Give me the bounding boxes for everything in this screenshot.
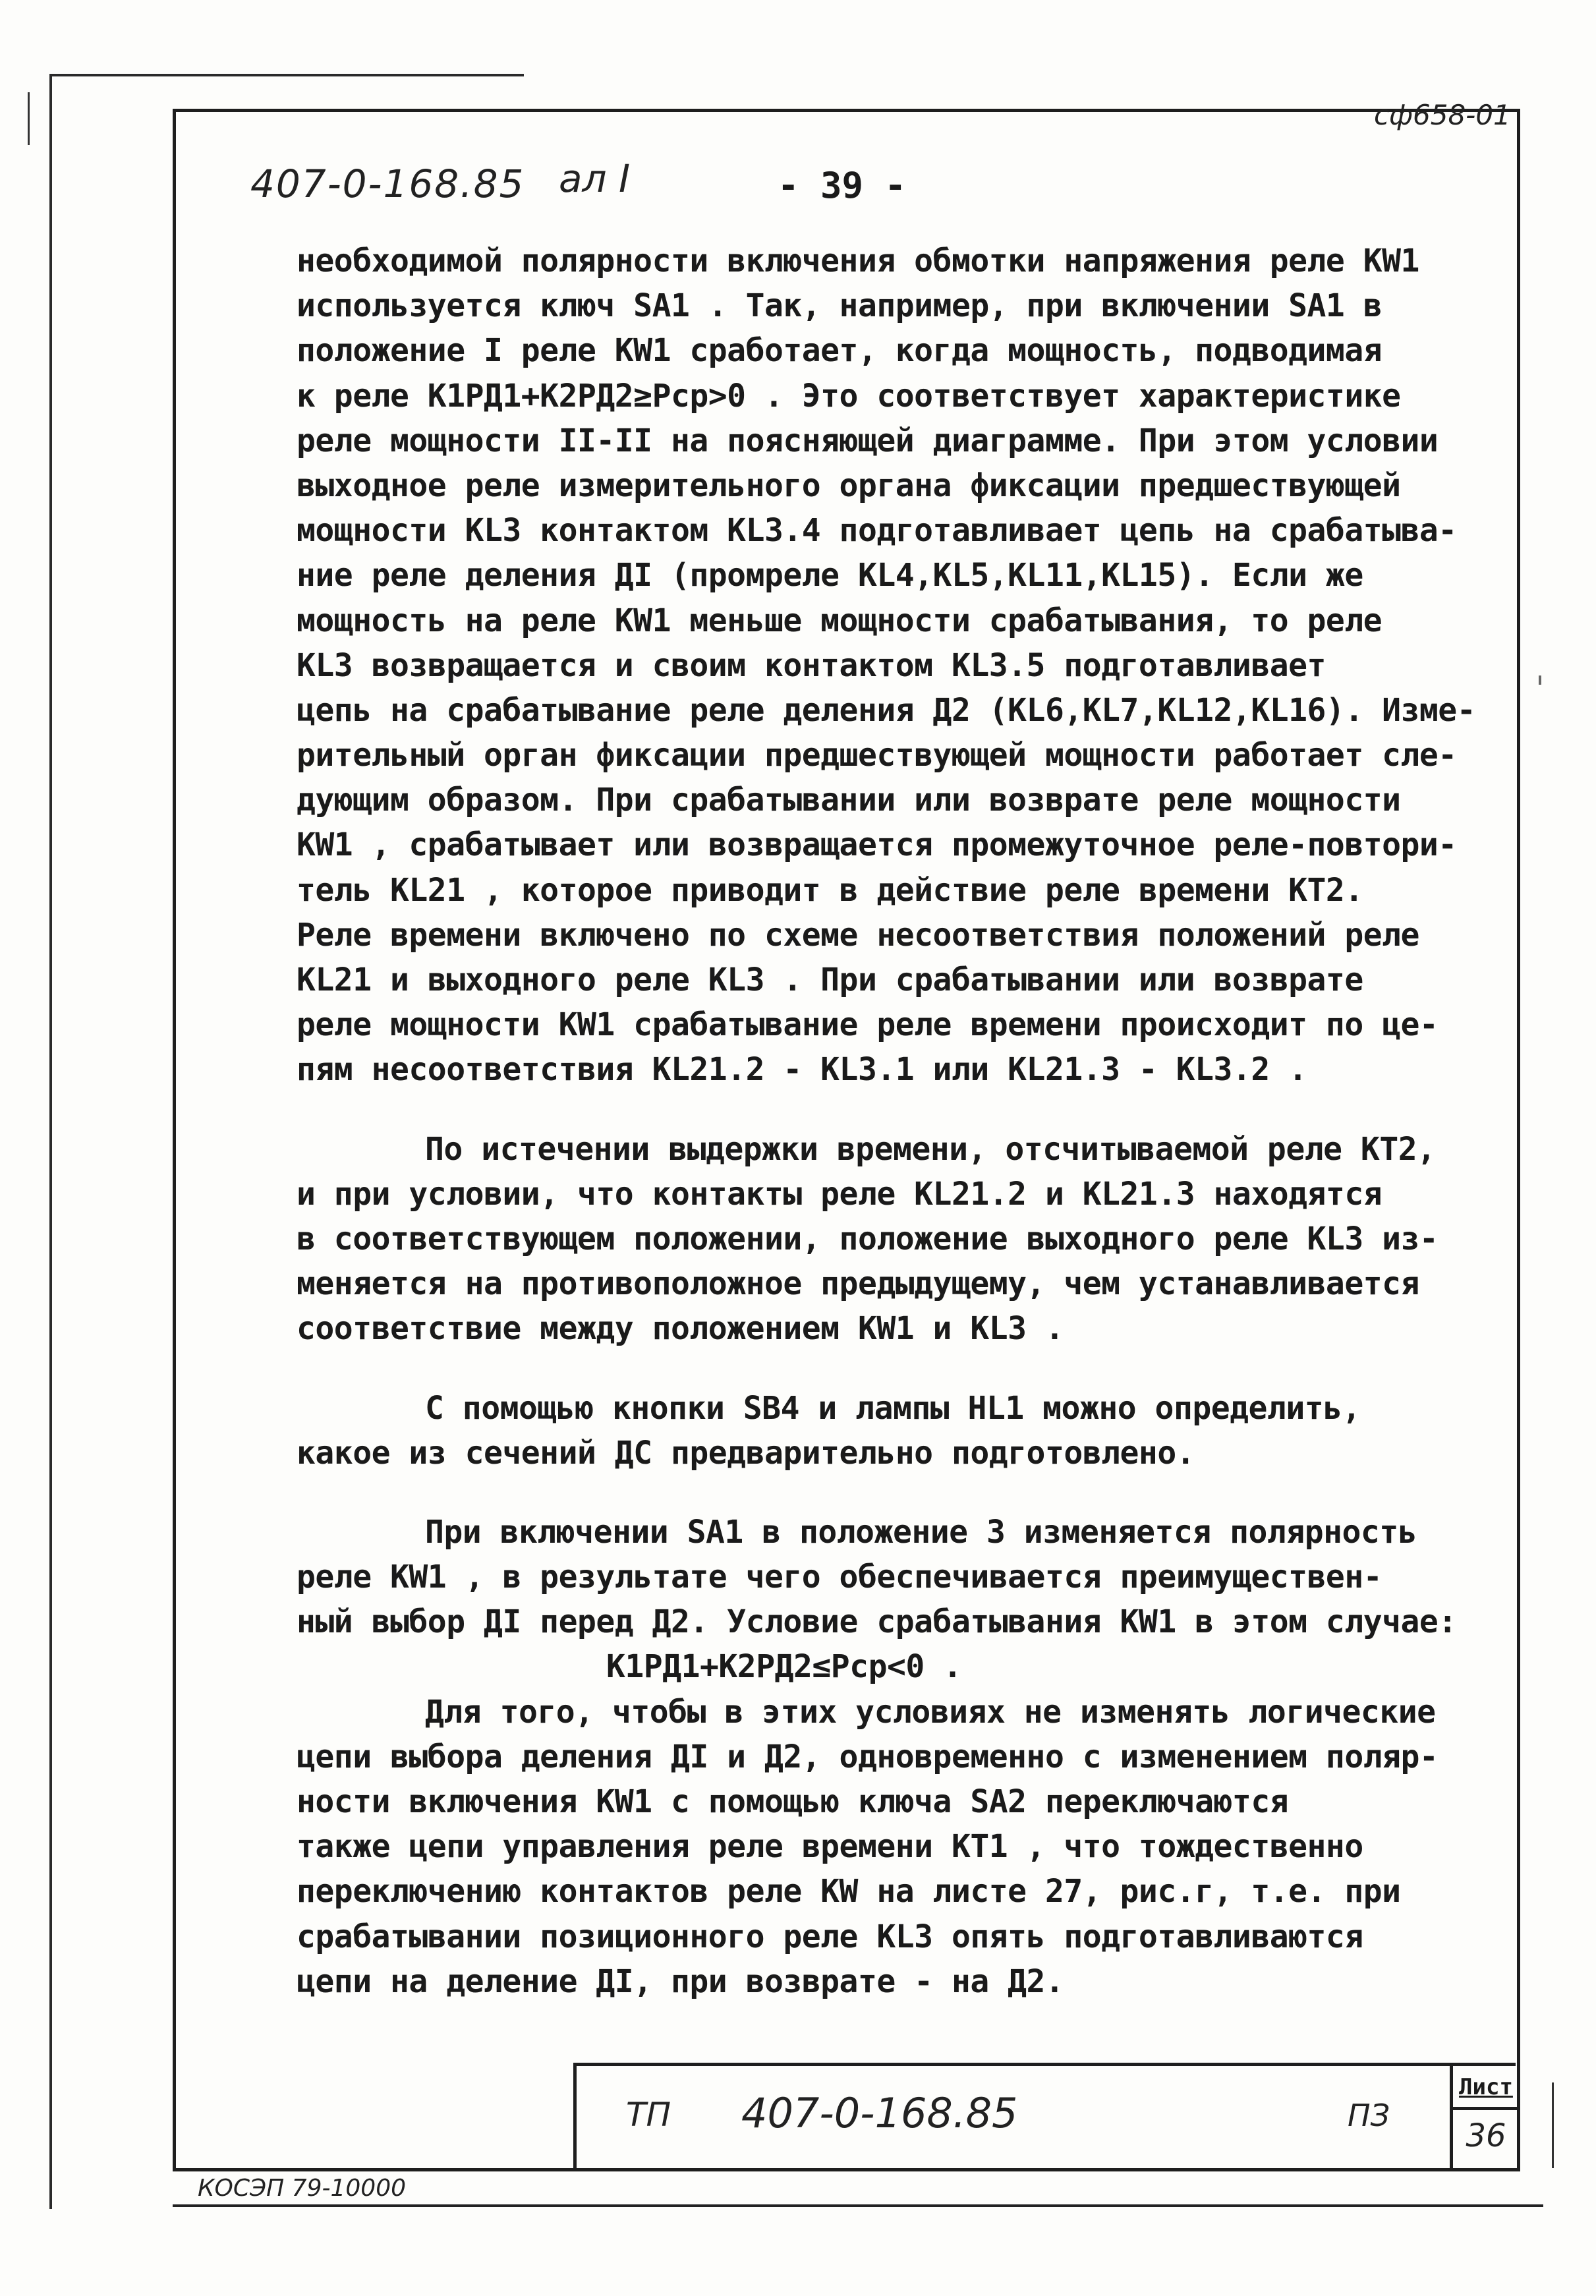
title-block-tp: ТП [626, 2096, 671, 2134]
title-block [573, 2063, 1516, 2168]
text-line: переключению контактов реле KW на листе 27, рис.г, т.е. при [297, 1873, 1401, 1910]
text-line: рительный орган фиксации предшествующей мощности работает сле- [297, 737, 1457, 774]
text-line: и при условии, что контакты реле KL21.2 и KL21.3 находятся [297, 1175, 1382, 1213]
header-album: ал I [559, 156, 631, 201]
text-line: ние реле деления ДI (промреле KL4,KL5,KL11,KL15). Если же [297, 557, 1363, 594]
header-doc-number: 407-0-168.85 [250, 161, 525, 206]
text-line: С помощью кнопки SB4 и лампы HL1 можно определить, [425, 1389, 1361, 1427]
outer-frame-left-line [49, 74, 52, 2209]
text-line: также цепи управления реле времени KT1 , что тождественно [297, 1828, 1363, 1866]
text-line: ности включения KW1 с помощью ключа SA2 переключаются [297, 1783, 1289, 1820]
text-line: необходимой полярности включения обмотки напряжения реле KW1 [297, 243, 1419, 279]
text-line: цепи выбора деления ДI и Д2, одновременно с изменением поляр- [297, 1738, 1439, 1775]
paragraph-4 [297, 1510, 1483, 2004]
text-line: KL3 возвращается и своим контактом KL3.5 подготавливает [297, 646, 1326, 684]
text-line: используется ключ SA1 . Так, например, при включении SA1 в [297, 287, 1382, 325]
right-margin-dot [1539, 675, 1541, 685]
text-line: положение I реле KW1 сработает, когда мощность, подводимая [297, 332, 1382, 370]
corner-code: сф658-01 [1374, 99, 1511, 131]
text-line: соответствие между положением KW1 и KL3 . [297, 1310, 1064, 1348]
bottom-edge-line [173, 2204, 1543, 2207]
text-line: KL21 и выходного реле KL3 . При срабатывании или возврате [297, 961, 1363, 998]
text-line: цепь на срабатывание реле деления Д2 (KL6,KL7,KL12,KL16). Изме- [297, 691, 1476, 729]
text-line: какое из сечений ДС предварительно подготовлено. [297, 1434, 1195, 1472]
text-line: меняется на противоположное предыдущему, чем устанавливается [297, 1265, 1419, 1303]
paragraph-3 [297, 1386, 1483, 1476]
text-line: пям несоответствия KL21.2 - KL3.1 или KL21.3 - KL3.2 . [297, 1051, 1307, 1089]
sheet-box [1450, 2066, 1522, 2168]
text-line: Реле времени включено по схеме несоответствия положений реле [297, 916, 1419, 954]
text-line: дующим образом. При срабатывании или возврате реле мощности [297, 782, 1401, 819]
formula-line: K1PД1+K2PД2≤Pср<0 . [606, 1648, 962, 1686]
paragraph-1 [297, 239, 1483, 1093]
left-margin-mark [28, 92, 30, 145]
text-line: срабатывании позиционного реле KL3 опять подготавливаются [297, 1918, 1363, 1955]
text-line: цепи на деление ДI, при возврате - на Д2. [297, 1963, 1064, 2000]
title-block-section: ПЗ [1348, 2098, 1390, 2133]
document-body [297, 239, 1483, 2004]
text-line: реле мощности II-II на поясняющей диаграмме. При этом условии [297, 422, 1439, 459]
sheet-label: Лист [1453, 2067, 1519, 2110]
text-line: мощность на реле KW1 меньше мощности срабатывания, то реле [297, 602, 1382, 639]
text-line: ный выбор ДI перед Д2. Условие срабатывания KW1 в этом случае: [297, 1603, 1457, 1641]
text-line: KW1 , срабатывает или возвращается промежуточное реле-повтори- [297, 826, 1457, 864]
text-line: выходное реле измерительного органа фиксации предшествующей [297, 467, 1401, 504]
text-line: По истечении выдержки времени, отсчитываемой реле KT2, [425, 1130, 1436, 1168]
text-line: При включении SA1 в положение 3 изменяется полярность [425, 1513, 1417, 1551]
footer-format-code: КОСЭП 79-10000 [198, 2175, 407, 2202]
page-number: - 39 - [778, 165, 907, 206]
text-line: мощности KL3 контактом KL3.4 подготавливает цепь на срабатыва- [297, 512, 1457, 550]
text-line: к реле K1PД1+K2PД2≥Pср>0 . Это соответствует характеристике [297, 377, 1401, 415]
text-line: реле KW1 , в результате чего обеспечивается преимуществен- [297, 1559, 1382, 1596]
text-line: тель KL21 , которое приводит в действие реле времени KT2. [297, 871, 1363, 909]
text-line: реле мощности KW1 срабатывание реле времени происходит по це- [297, 1006, 1439, 1044]
text-line: в соответствующем положении, положение выходного реле KL3 из- [297, 1220, 1439, 1257]
sheet-number: 36 [1466, 2117, 1506, 2154]
paragraph-2 [297, 1127, 1483, 1352]
title-block-doc-number: 407-0-168.85 [741, 2089, 1018, 2137]
right-margin-mark [1552, 2082, 1554, 2168]
text-line: Для того, чтобы в этих условиях не изменять логические [425, 1693, 1436, 1731]
outer-frame-top-line [49, 74, 524, 76]
